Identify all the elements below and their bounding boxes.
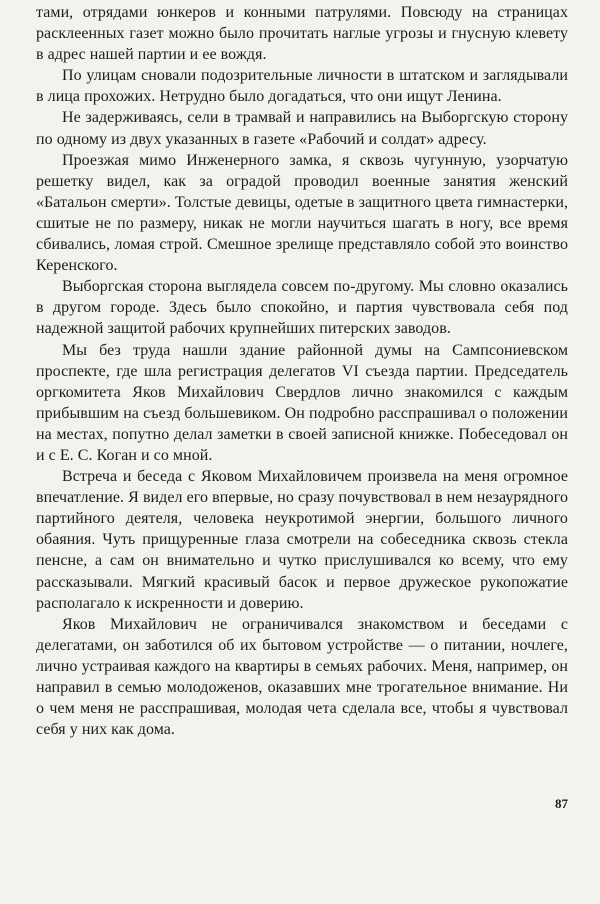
- page-body: [36, 2, 568, 740]
- page-number: 87: [555, 796, 568, 811]
- paragraph-1: тами, отрядами юнкеров и конными патрулями. Повсюду на страницах расклеенных газет можно было прочитать наглые угрозы и гнусную клевету в адрес нашей партии и ее вождя.: [36, 4, 568, 64]
- paragraph-2: По улицам сновали подозрительные личности в штатском и заглядывали в лица прохожих. Нетрудно было догадаться, что они ищут Ленина.: [36, 67, 568, 106]
- paragraph-8: Яков Михайлович не ограничивался знакомством и беседами с делегатами, он заботился об их бытовом устройстве — о питании, ночлеге, лично устраивая каждого на квартиры в семьях рабочих. Меня, например, он направил в семью молодоженов, оказавших мне трогательное внимание. Ни о чем меня не расспрашивая, молодая чета сделала все, чтобы я чувствовал себя у них как дома.: [36, 615, 568, 739]
- paragraph-3: Не задерживаясь, сели в трамвай и направились на Выборгскую сторону по одному из двух указанных в газете «Рабочий и солдат» адресу.: [36, 109, 568, 148]
- paragraph-7: Встреча и беседа с Яковом Михайловичем произвела на меня огромное впечатление. Я видел его впервые, но сразу почувствовал в нем незаурядного партийного деятеля, человека неукротимой энергии, большого личного обаяния. Чуть прищуренные глаза смотрели на собеседника сквозь стекла пенсне, а сам он внимательно и чутко прислушивался ко всему, что ему рассказывали. Мягкий красивый басок и первое дружеское рукопожатие располагало к искренности и доверию.: [36, 468, 568, 612]
- paragraph-5: Выборгская сторона выглядела совсем по-другому. Мы словно оказались в другом городе. Здесь было спокойно, и партия чувствовала себя под надежной защитой рабочих крупнейших питерских заводов.: [36, 278, 568, 338]
- paragraph-4: Проезжая мимо Инженерного замка, я сквозь чугунную, узорчатую решетку видел, как за оградой проводил военные занятия женский «Батальон смерти». Толстые девицы, одетые в защитного цвета гимнастерки, сшитые не по размеру, никак не могли научиться шагать в ногу, все время сбивались, ломая строй. Смешное зрелище представляло собой это воинство Керенского.: [36, 151, 568, 275]
- paragraph-6: Мы без труда нашли здание районной думы на Сампсониевском проспекте, где шла регистрация делегатов VI съезда партии. Председатель оргкомитета Яков Михайлович Свердлов лично знакомился с каждым прибывшим на съезд большевиком. Он подробно расспрашивал о положении на местах, попутно делал заметки в своей записной книжке. Побеседовал он и с Е. С. Коган и со мной.: [36, 341, 568, 464]
